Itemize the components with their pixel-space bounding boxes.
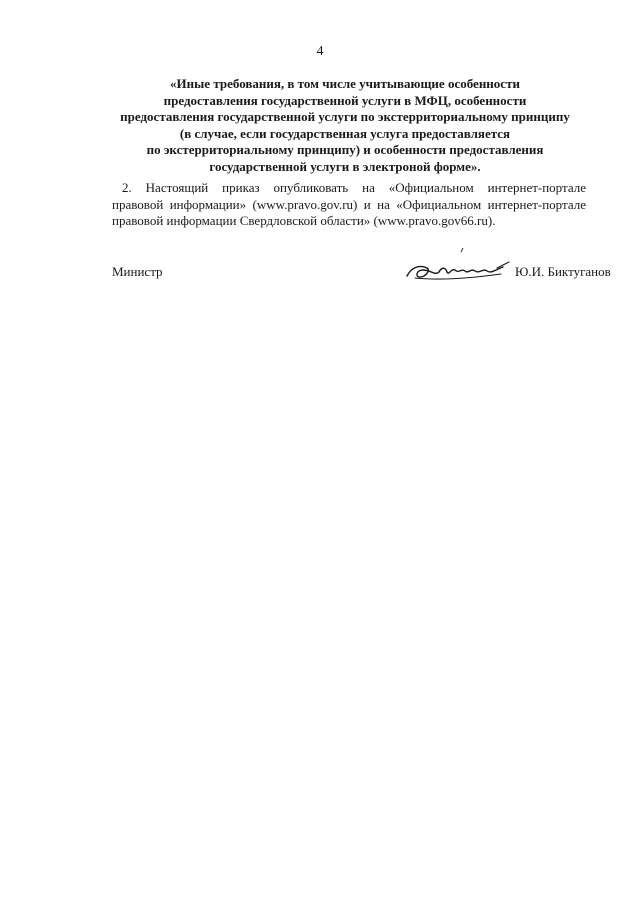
publication-paragraph: [112, 180, 586, 230]
paragraph-line: 2. Настоящий приказ опубликовать на «Официальном интернет-портале: [122, 180, 586, 195]
position-title: Министр: [112, 264, 163, 279]
heading-line: предоставления государственной услуги в МФЦ, особенности: [163, 92, 527, 108]
paragraph-line: правовой информации» (www.pravo.gov.ru) и на «Официальном интернет-портале: [112, 196, 586, 212]
page-number: 4: [316, 44, 324, 59]
handwritten-signature: [405, 246, 513, 292]
amendment-heading: [110, 76, 580, 176]
heading-line: государственной услуги в электроной форме».: [209, 158, 481, 174]
heading-line: предоставления государственной услуги по экстерриториальному принципу: [120, 109, 570, 125]
signer-name: Ю.И. Биктуганов: [515, 264, 611, 279]
heading-line: (в случае, если государственная услуга предоставляется: [179, 125, 511, 141]
heading-line: по экстерриториальному принципу) и особенности предоставления: [146, 142, 544, 158]
paragraph-line: правовой информации Свердловской области» (www.pravo.gov66.ru).: [112, 213, 496, 229]
heading-line: «Иные требования, в том числе учитывающие особенности: [170, 76, 520, 91]
signature-block: [112, 264, 611, 304]
